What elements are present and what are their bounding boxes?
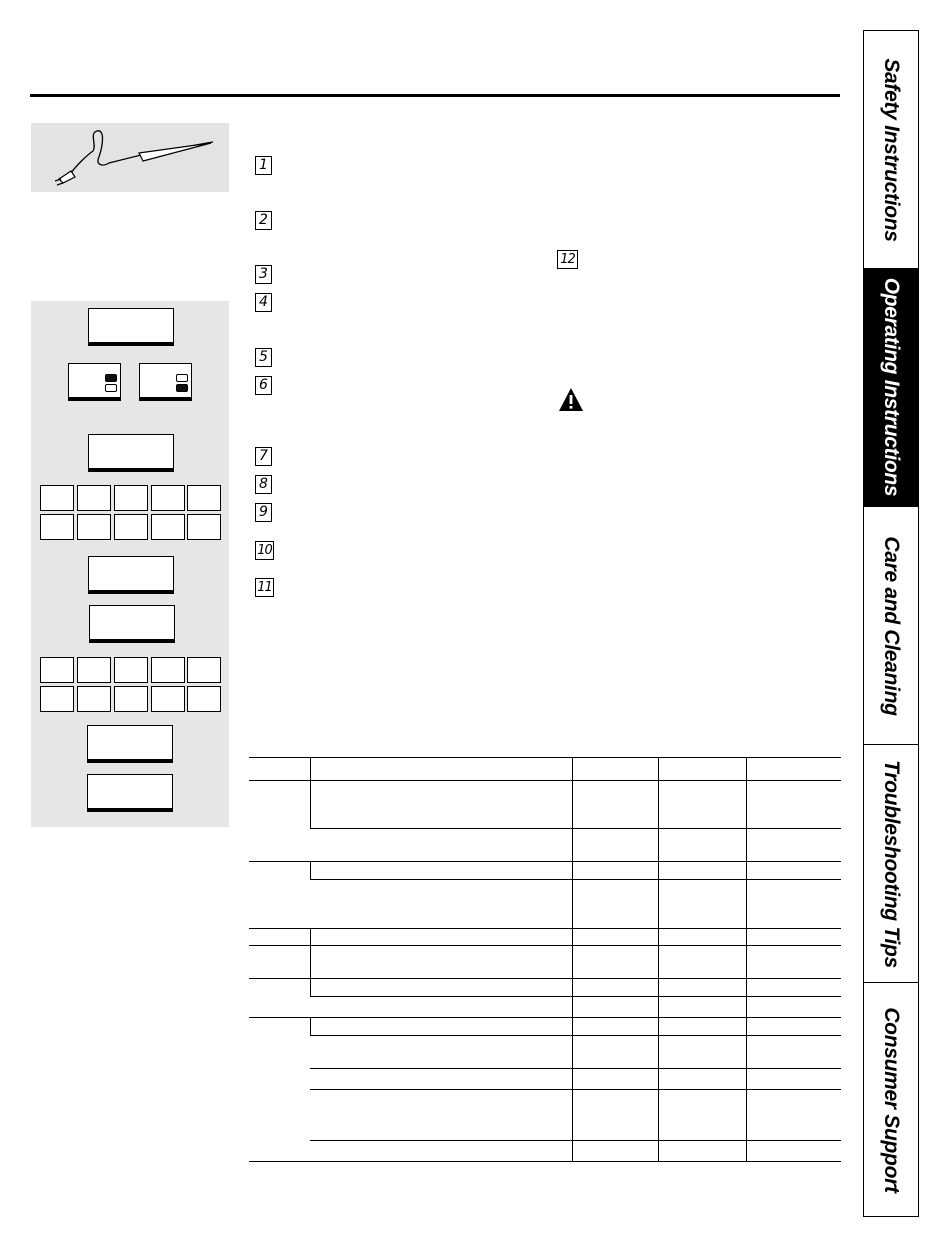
table-row bbox=[249, 929, 841, 946]
table-cell bbox=[310, 1036, 572, 1069]
table-cell bbox=[658, 946, 746, 979]
temperature-probe-icon bbox=[31, 123, 229, 192]
table-cell bbox=[310, 979, 572, 997]
tab-operating-instructions[interactable] bbox=[863, 268, 919, 506]
keypad-key[interactable] bbox=[187, 485, 221, 511]
keypad-key[interactable] bbox=[40, 485, 74, 511]
table-cell bbox=[572, 829, 658, 862]
indicator-light-icon bbox=[176, 384, 188, 392]
table-cell bbox=[746, 781, 841, 829]
table-row bbox=[249, 829, 841, 862]
table-cell bbox=[572, 1141, 658, 1162]
table-cell bbox=[249, 929, 310, 946]
table-cell bbox=[746, 929, 841, 946]
table-cell bbox=[310, 946, 572, 979]
table-row bbox=[249, 979, 841, 997]
table-cell bbox=[249, 862, 310, 929]
panel-key-with-leds[interactable] bbox=[139, 363, 192, 401]
table-cell bbox=[746, 979, 841, 997]
table-cell bbox=[310, 1069, 572, 1090]
step-number: 1 bbox=[255, 156, 272, 175]
step-number: 11 bbox=[255, 578, 274, 597]
tab-label: Safety Instructions bbox=[880, 57, 903, 242]
table-cell bbox=[746, 1036, 841, 1069]
table-cell bbox=[572, 1018, 658, 1036]
indicator-light-icon bbox=[105, 384, 117, 392]
table-cell bbox=[746, 862, 841, 880]
table-cell bbox=[746, 1069, 841, 1090]
indicator-light-icon bbox=[176, 374, 188, 382]
keypad-key[interactable] bbox=[77, 686, 111, 712]
panel-key[interactable] bbox=[89, 605, 175, 643]
keypad-key[interactable] bbox=[40, 686, 74, 712]
tab-safety-instructions[interactable] bbox=[863, 30, 919, 269]
table-cell bbox=[658, 1090, 746, 1141]
step-number: 2 bbox=[255, 211, 272, 230]
step-number: 10 bbox=[255, 541, 274, 560]
table-cell bbox=[572, 1069, 658, 1090]
table-cell bbox=[572, 781, 658, 829]
step-number: 12 bbox=[557, 250, 578, 269]
table-row bbox=[249, 946, 841, 979]
table-cell bbox=[310, 1141, 572, 1162]
keypad-key[interactable] bbox=[40, 514, 74, 540]
keypad-key[interactable] bbox=[114, 485, 148, 511]
step-number: 9 bbox=[255, 503, 272, 522]
table-cell bbox=[249, 979, 310, 1018]
table-cell bbox=[658, 997, 746, 1018]
table-cell bbox=[572, 758, 658, 781]
table-header-row bbox=[249, 758, 841, 781]
table-cell bbox=[746, 1141, 841, 1162]
keypad-key[interactable] bbox=[77, 657, 111, 683]
table-cell bbox=[249, 781, 310, 862]
table-cell bbox=[572, 1036, 658, 1069]
warning-triangle-icon bbox=[558, 387, 584, 413]
table-cell bbox=[746, 946, 841, 979]
header-rule bbox=[30, 94, 840, 97]
table-cell bbox=[310, 758, 572, 781]
tab-consumer-support[interactable] bbox=[863, 982, 919, 1217]
table-cell bbox=[658, 929, 746, 946]
cooking-guide-table bbox=[249, 757, 841, 1162]
table-cell bbox=[658, 1018, 746, 1036]
keypad-key[interactable] bbox=[151, 485, 185, 511]
keypad-key[interactable] bbox=[77, 514, 111, 540]
table-cell bbox=[572, 946, 658, 979]
table-row bbox=[249, 1090, 841, 1141]
tab-troubleshooting-tips[interactable] bbox=[863, 744, 919, 983]
table-cell bbox=[658, 781, 746, 829]
table-cell bbox=[572, 862, 658, 880]
table-row bbox=[249, 862, 841, 880]
table-cell bbox=[310, 929, 572, 946]
table-cell bbox=[310, 997, 572, 1018]
indicator-light-icon bbox=[105, 374, 117, 382]
panel-key[interactable] bbox=[88, 434, 174, 472]
table-cell bbox=[658, 880, 746, 929]
table-row bbox=[249, 1141, 841, 1162]
tab-label: Care and Cleaning bbox=[880, 535, 903, 716]
table-cell bbox=[310, 829, 572, 862]
panel-key[interactable] bbox=[88, 308, 174, 346]
tab-label: Troubleshooting Tips bbox=[880, 759, 903, 968]
tab-care-and-cleaning[interactable] bbox=[863, 506, 919, 745]
keypad-key[interactable] bbox=[151, 657, 185, 683]
panel-key-with-leds[interactable] bbox=[68, 363, 121, 401]
table-cell bbox=[746, 997, 841, 1018]
table-cell bbox=[572, 1090, 658, 1141]
step-number: 3 bbox=[255, 265, 272, 284]
step-number: 8 bbox=[255, 475, 272, 494]
keypad-key[interactable] bbox=[151, 514, 185, 540]
table-cell bbox=[658, 979, 746, 997]
table-cell bbox=[310, 1018, 572, 1036]
table-cell bbox=[572, 880, 658, 929]
table-cell bbox=[658, 758, 746, 781]
table-cell bbox=[310, 880, 572, 929]
step-number: 7 bbox=[255, 447, 272, 466]
panel-key[interactable] bbox=[88, 556, 174, 594]
tab-label: Operating Instructions bbox=[880, 277, 903, 497]
table-cell bbox=[249, 946, 310, 979]
table-cell bbox=[746, 1090, 841, 1141]
table-row bbox=[249, 997, 841, 1018]
keypad-key[interactable] bbox=[187, 657, 221, 683]
table-row bbox=[249, 880, 841, 929]
table-cell bbox=[310, 862, 572, 880]
probe-illustration bbox=[31, 123, 229, 192]
table-cell bbox=[658, 1069, 746, 1090]
keypad-key[interactable] bbox=[40, 657, 74, 683]
table-cell bbox=[658, 862, 746, 880]
keypad-key[interactable] bbox=[187, 686, 221, 712]
table-cell bbox=[249, 1018, 310, 1162]
table-cell bbox=[249, 758, 310, 781]
step-number: 6 bbox=[255, 376, 272, 395]
keypad-key[interactable] bbox=[151, 686, 185, 712]
table-row bbox=[249, 1036, 841, 1069]
table-cell bbox=[746, 1018, 841, 1036]
table-cell bbox=[658, 1036, 746, 1069]
table-cell bbox=[310, 1090, 572, 1141]
table-cell bbox=[746, 829, 841, 862]
table-cell bbox=[746, 758, 841, 781]
keypad-key[interactable] bbox=[187, 514, 221, 540]
table-cell bbox=[572, 929, 658, 946]
keypad-key[interactable] bbox=[114, 514, 148, 540]
table-row bbox=[249, 781, 841, 829]
panel-key[interactable] bbox=[87, 725, 173, 763]
keypad-key[interactable] bbox=[114, 657, 148, 683]
table-cell bbox=[658, 1141, 746, 1162]
control-panel bbox=[31, 301, 229, 827]
table-cell bbox=[572, 997, 658, 1018]
table-row bbox=[249, 1018, 841, 1036]
table-cell bbox=[746, 880, 841, 929]
side-tab-nav bbox=[863, 30, 921, 1217]
table-cell bbox=[310, 781, 572, 829]
keypad-key[interactable] bbox=[114, 686, 148, 712]
tab-label: Consumer Support bbox=[880, 1006, 903, 1193]
panel-key[interactable] bbox=[87, 774, 173, 812]
step-number: 5 bbox=[255, 348, 272, 367]
keypad-key[interactable] bbox=[77, 485, 111, 511]
table-cell bbox=[658, 829, 746, 862]
table-cell bbox=[572, 979, 658, 997]
step-number: 4 bbox=[255, 293, 272, 312]
table-row bbox=[249, 1069, 841, 1090]
